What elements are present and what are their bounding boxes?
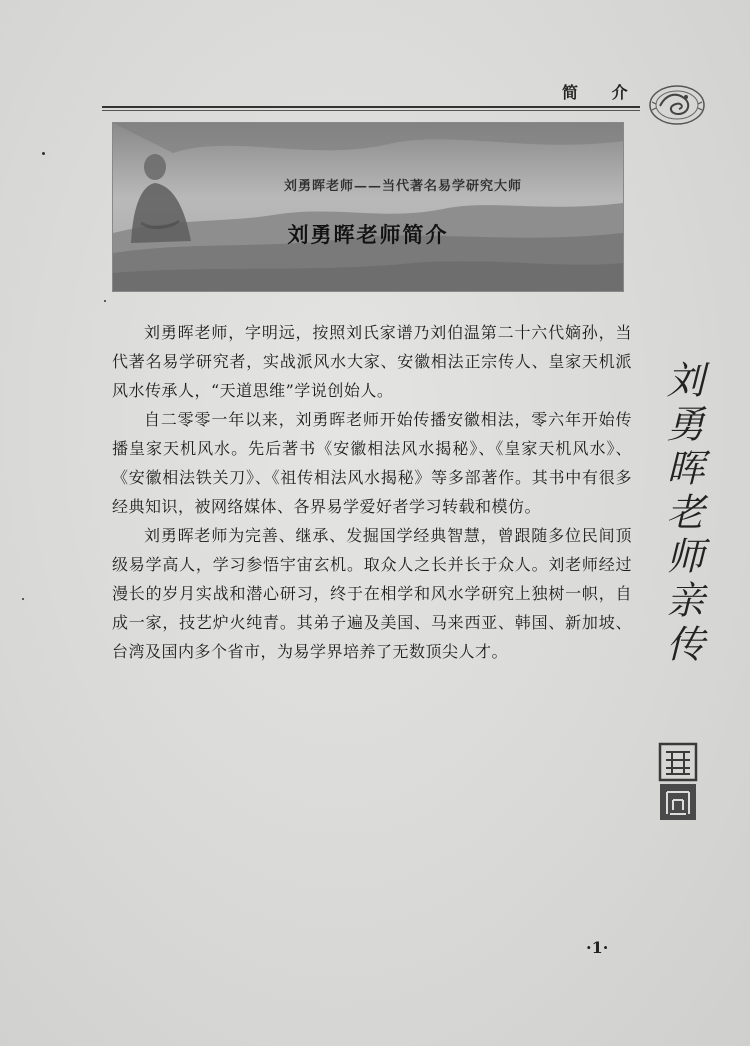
paragraph: 刘勇晖老师，字明远，按照刘氏家谱乃刘伯温第二十六代嫡孙，当代著名易学研究者，实战派风水大家、安徽相法正宗传人、皇家天机派风水传承人，“天道思维”学说创始人。 [112, 323, 632, 400]
paper-speck [22, 598, 24, 600]
paragraph: 自二零零一年以来，刘勇晖老师开始传播安徽相法，零六年开始传播皇家天机风水。先后著书《安徽相法风水揭秘》、《皇家天机风水》、《安徽相法铁关刀》、《祖传相法风水揭秘》等多部著作。其书中有很多经典知识，被网络媒体、各界易学爱好者学习转载和模仿。 [112, 410, 632, 516]
dragon-emblem-icon [648, 84, 706, 126]
header-rule [102, 106, 640, 108]
paragraph: 刘勇晖老师为完善、继承、发掘国学经典智慧，曾跟随多位民间顶级易学高人，学习参悟宇宙玄机。取众人之长并长于众人。刘老师经过漫长的岁月实战和潜心研习，终于在相学和风水学研究上独树一帜，自成一家，技艺炉火纯青。其弟子遍及美国、马来西亚、韩国、新加坡、台湾及国内多个省市，为易学界培养了无数顶尖人才。 [112, 526, 632, 661]
running-header-title: 简 介 [562, 83, 642, 102]
page-number: ·1· [586, 938, 609, 957]
red-seal-stamp-icon [658, 742, 698, 822]
paper-speck [42, 152, 45, 155]
body-text [112, 318, 632, 666]
paper-speck [104, 300, 106, 302]
banner-subtitle: 刘勇晖老师——当代著名易学研究大师 [283, 179, 522, 194]
banner-title: 刘勇晖老师简介 [287, 222, 449, 247]
vertical-calligraphy-title: 刘勇晖老师亲传 [660, 360, 704, 668]
title-banner [112, 122, 624, 292]
header-rule-thin [102, 110, 640, 111]
banner-landscape-image [113, 123, 623, 291]
